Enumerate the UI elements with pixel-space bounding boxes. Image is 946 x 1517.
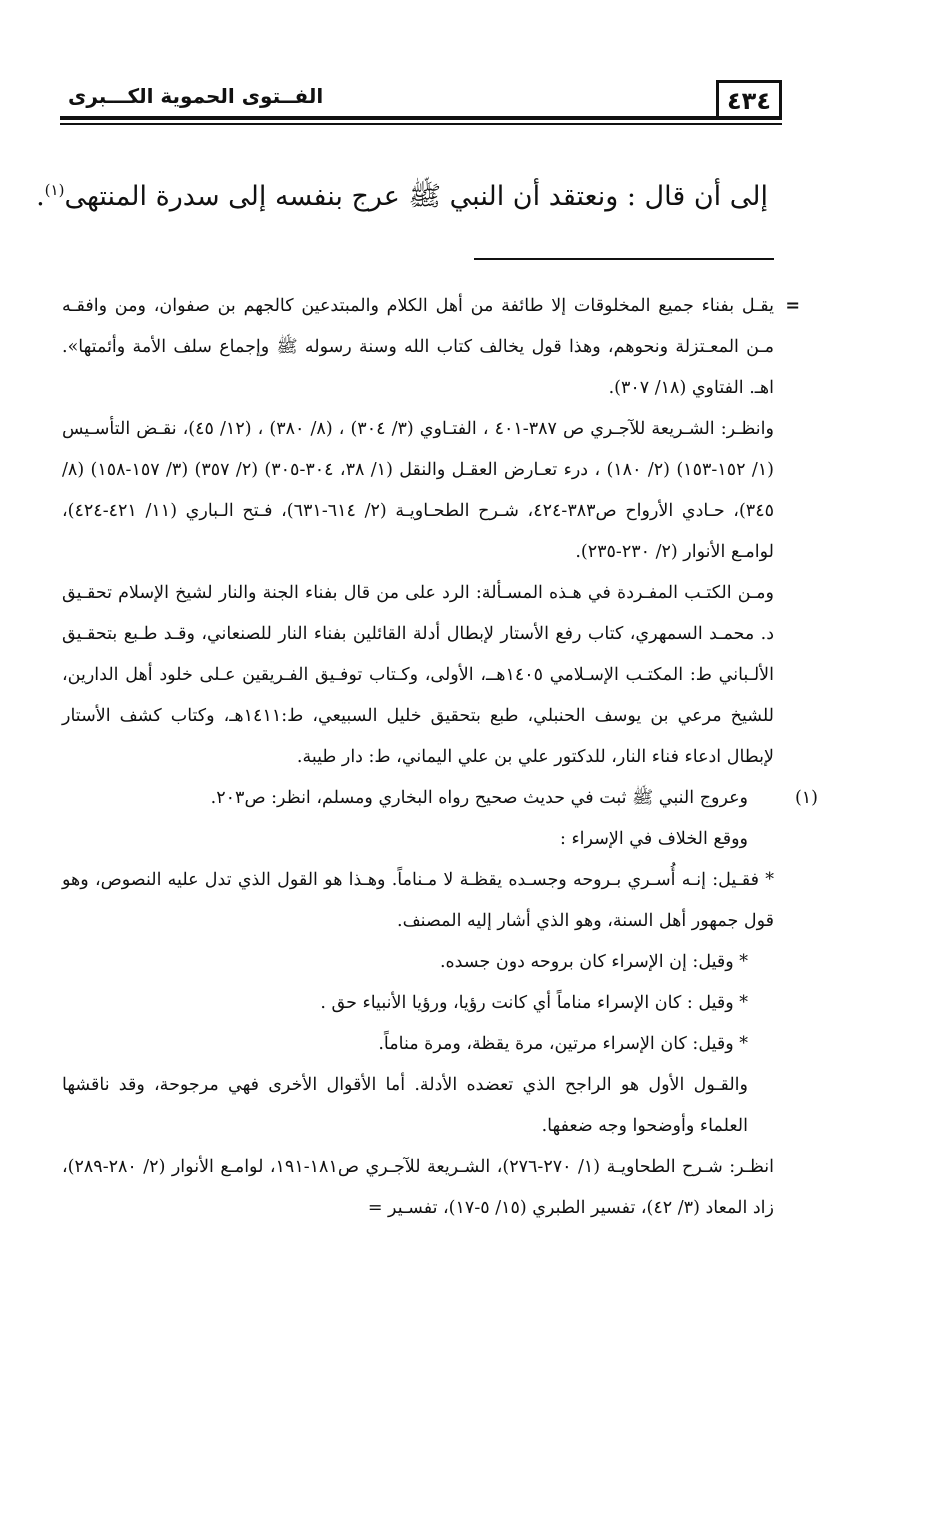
running-header [60,80,782,128]
main-text-end: . [36,181,45,212]
footnote-continuation [62,286,800,409]
footnote-paragraph: يقـل بفناء جميع المخلوقات إلا طائفة من أهل الكلام والمبتدعين كالجهم بن صفوان، ومن وافقـه مـن المعـتزلة ونحوهم، وهذا قول يخالف كتاب الله وسنة رسوله ﷺ وإجماع سلف الأمة وأئمتها». اهـ. الفتاوي (١٨/ ٣٠٧). [62,296,774,398]
main-text: إلى أن قال : ونعتقد أن النبي ﷺ عرج بنفسه إلى سدرة المنتهى [64,181,768,212]
footnote-1-conclusion: والقـول الأول هو الراجح الذي تعضده الأدلة. أما الأقوال الأخرى فهي مرجوحة، وقد ناقشها العلماء وأوضحوا وجه ضعفها. [62,1075,748,1136]
continuation-mark: = [785,296,800,316]
running-title: الفــتوى الحموية الكـــبرى [68,84,324,108]
header-rule-thick [60,116,782,120]
page-number: ٤٣٤ [716,80,782,120]
footnote-paragraph: وانظـر: الشـريعة للآجـري ص ٣٨٧-٤٠١ ، الفتـاوي (٣/ ٣٠٤) ، (٨/ ٣٨٠) ، (١٢/ ٤٥)، نقـض التأسـيس (١/ ١٥٢-١٥٣) (٢/ ١٨٠) ، درء تعـارض العقـل والنقل (١/ ٣٨، ٣٠٤-٣٠٥) (٢/ ٣٥٧) (٣/ ١٥٧-١٥٨) (٨/ ٣٤٥)، حـادي الأرواح ص٣٨٣-٤٢٤، شـرح الطحـاويـة (٢/ ٦١٤-٦٣١)، فـتح الـباري (١١/ ٤٢١-٤٢٤)، لوامـع الأنوار (٢/ ٢٣٠-٢٣٥). [62,419,774,562]
footnotes [62,286,818,1229]
opinion-item: * وقيل: كان الإسراء مرتين، مرة يقظة، ومرة مناماً. [378,1034,748,1054]
opinion-item: * وقيل: إن الإسراء كان بروحه دون جسده. [439,952,748,972]
footnote-1-intro: ووقع الخلاف في الإسراء : [559,829,748,849]
footnote-reference: (١) [44,181,65,199]
footnote-1-references: انظـر: شـرح الطحاويـة (١/ ٢٧٠-٢٧٦)، الشـريعة للآجـري ص١٨١-١٩١، لوامـع الأنوار (٢/ ٢٨٠-٢٨٩)، زاد المعاد (٣/ ٤٢)، تفسير الطبري (١٥/ ٥-١٧)، تفسـير = [62,1157,774,1218]
opinion-item: * وقيل : كان الإسراء مناماً أي كانت رؤيا، ورؤيا الأنبياء حق . [320,993,748,1013]
footnote-1-first-line: وعروج النبي ﷺ ثبت في حديث صحيح رواه البخاري ومسلم، انظر: ص٢٠٣. [210,788,748,808]
footnote-paragraph: ومـن الكتـب المفـردة في هـذه المسـألة: الرد على من قال بفناء الجنة والنار لشيخ الإسلام تحقـيق د. محمـد السمهري، كتاب رفع الأستار لإبطال أدلة القائلين بفناء النار للصنعاني، وقـد طـبع بتحقـيق الألـباني ط: المكتـب الإسـلامي ١٤٠٥هــ، الأولى، وكـتاب توفـيق الفـريقين عـلى خلود أهل الدارين، للشيخ مرعي بن يوسف الحنبلي، طبع بتحقيق خليل السبيعي، ط:١٤١١هـ، وكتاب كشف الأستار لإبطال ادعاء فناء النار، للدكتور علي بن علي اليماني، ط: دار طيبة. [62,583,774,767]
footnote-1-number: (١) [794,788,818,808]
footnote-1 [62,778,818,819]
main-body-line [36,166,768,221]
opinion-item: * فقـيل: إنـه أُسـري بـروحه وجسـده يقظـة لا مـناماً. وهـذا هو القول الذي تدل عليه النصوص، وهو قول جمهور أهل السنة، وهو الذي أشار إليه المصنف. [62,870,774,931]
footnote-separator [474,258,774,260]
header-rule-thin [60,123,782,125]
